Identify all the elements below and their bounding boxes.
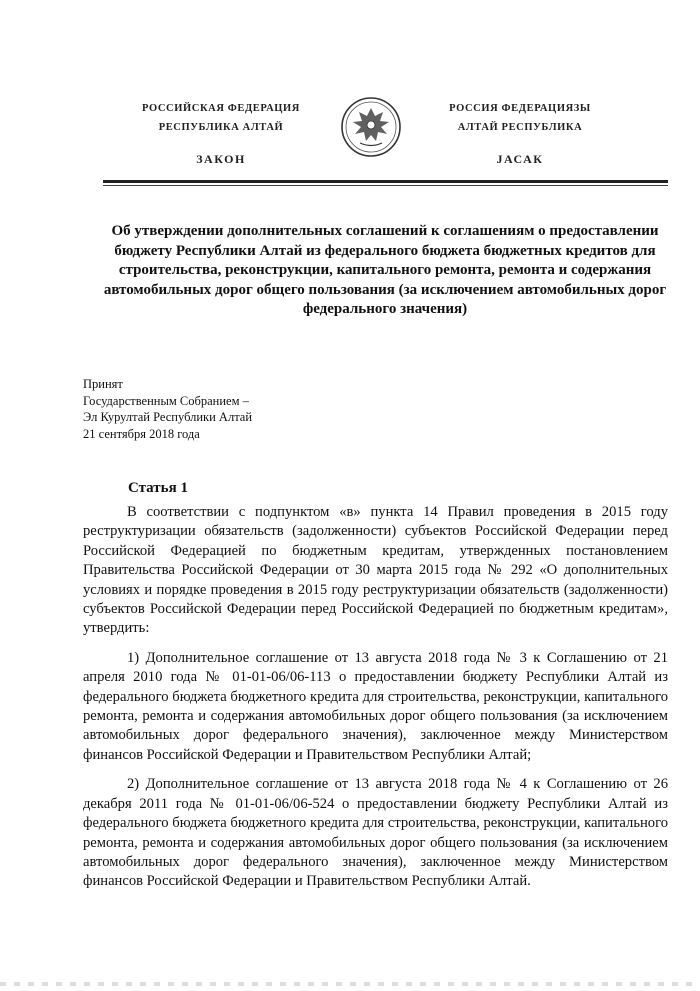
header-left-law-label: ЗАКОН — [196, 152, 246, 166]
header-left-russian — [111, 99, 331, 169]
header-left-country: РОССИЙСКАЯ ФЕДЕРАЦИЯ — [142, 103, 300, 114]
article-paragraph-item-2: 2) Дополнительное соглашение от 13 августа 2018 года № 4 к Соглашению от 26 декабря 2011 года № 01-01-06/06-524 о предоставлении бюджету Республики Алтай из федерального бюджета бюджетного кредита для строительства, реконструкции, капитального ремонта, ремонта и содержания автомобильных дорог общего пользования (за исключением автомобильных дорог федерального значения), заключенное между Министерством финансов Российской Федерации и Правительством Республики Алтай. — [83, 776, 668, 890]
adopted-label: Принят — [83, 377, 123, 391]
article-heading: Статья 1 — [128, 480, 188, 496]
scan-edge-artifact — [0, 982, 700, 986]
adoption-block — [83, 376, 343, 442]
document-header — [0, 0, 700, 190]
header-right-country: РОССИЯ ФЕДЕРАЦИЯЗЫ — [449, 103, 591, 114]
article-paragraph-intro: В соответствии с подпунктом «в» пункта 14 Правил проведения в 2015 году реструктуризации обязательств (задолженности) субъектов Российской Федерации перед Российской Федерацией по бюджетным кредитам, утвержденных постановлением Правительства Российской Федерации от 30 марта 2015 года № 292 «О дополнительных условиях и порядке проведения в 2015 году реструктуризации обязательств (задолженности) субъектов Российской Федерации перед Российской Федерацией по бюджетным кредитам», утвердить: — [83, 504, 668, 637]
header-right-law-label: JАСАК — [496, 152, 544, 166]
adopted-by-line: Государственным Собранием – — [83, 393, 249, 408]
coat-of-arms-icon — [340, 96, 402, 158]
adoption-date: 21 сентября 2018 года — [83, 426, 200, 441]
header-right-republic: АЛТАЙ РЕСПУБЛИКА — [457, 122, 583, 133]
header-divider-thick — [103, 180, 668, 183]
header-divider-thin — [103, 185, 668, 186]
article-paragraph-item-1: 1) Дополнительное соглашение от 13 августа 2018 года № 3 к Соглашению от 21 апреля 2010 года № 01-01-06/06-113 о предоставлении бюджету Республики Алтай из федерального бюджета бюджетного кредита для строительства, реконструкции, капитального ремонта, ремонта и содержания автомобильных дорог общего пользования (за исключением автомобильных дорог федерального значения), заключенное между Министерством финансов Российской Федерации и Правительством Республики Алтай; — [83, 649, 668, 763]
header-right-altai — [410, 99, 630, 169]
header-left-republic: РЕСПУБЛИКА АЛТАЙ — [158, 122, 284, 133]
law-title: Об утверждении дополнительных соглашений к соглашениям о предоставлении бюджету Республики Алтай из федерального бюджета бюджетных кредитов для строительства, реконструкции, капитального ремонта, ремонта и содержания автомобильных дорог общего пользования (за исключением автомобильных дорог федерального значения) — [103, 223, 667, 317]
adopted-body-line: Эл Курултай Республики Алтай — [83, 410, 253, 424]
article-body — [83, 503, 668, 902]
